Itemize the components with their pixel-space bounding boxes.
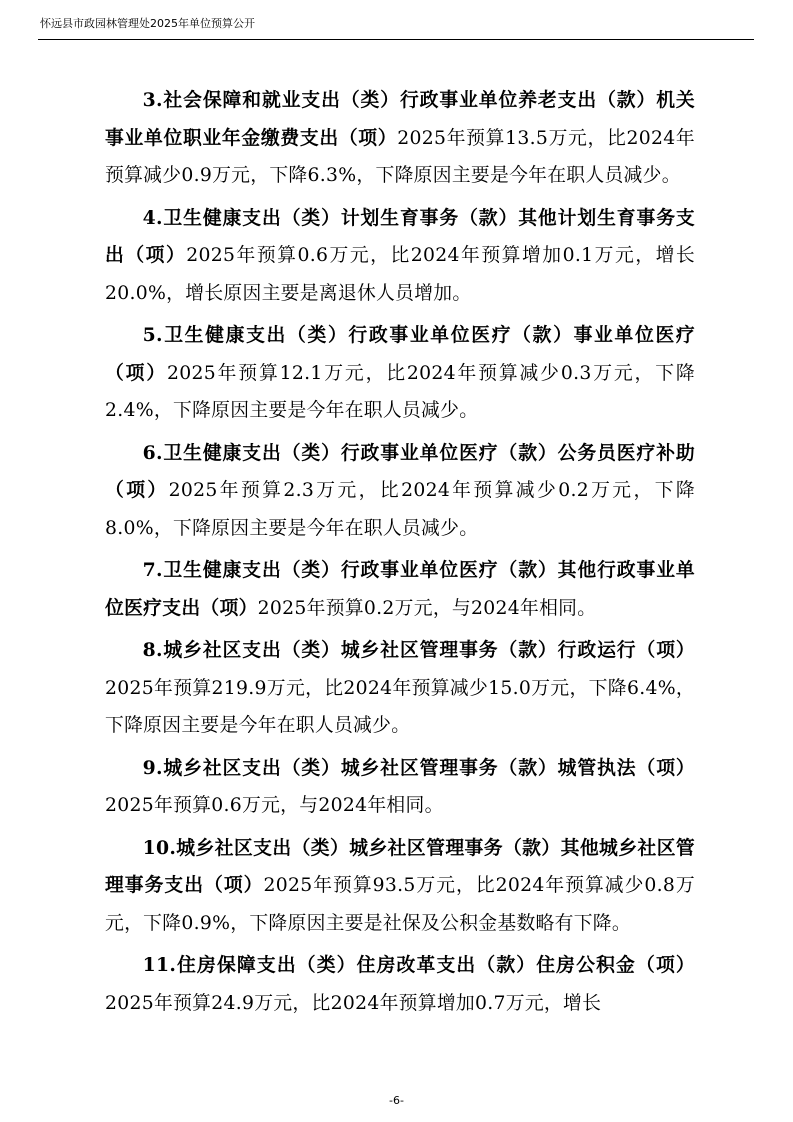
document-body — [105, 82, 695, 1027]
paragraph-item-3 — [105, 82, 695, 195]
page-number: -6- — [389, 1094, 404, 1107]
item-text: 2025年预算93.5万元，比2024年预算减少0.8万元，下降0.9%，下降原因主要是社保及公积金基数略有下降。 — [105, 875, 695, 934]
item-heading: 11.住房保障支出（类）住房改革支出（款）住房公积金（项） — [142, 954, 695, 976]
paragraph-item-5 — [105, 317, 695, 430]
item-text: 2025年预算219.9万元，比2024年预算减少15.0万元，下降6.4%，下降原因主要是今年在职人员减少。 — [105, 677, 695, 736]
item-heading: 7.卫生健康支出（类）行政事业单位医疗（款）其他行政事业单位医疗支出（项） — [105, 559, 695, 619]
item-heading: 3.社会保障和就业支出（类）行政事业单位养老支出（款）机关事业单位职业年金缴费支出（项） — [105, 89, 695, 149]
item-heading: 5.卫生健康支出（类）行政事业单位医疗（款）事业单位医疗（项） — [105, 324, 695, 384]
item-text: 2025年预算2.3万元，比2024年预算减少0.2万元，下降8.0%，下降原因主要是今年在职人员减少。 — [105, 480, 695, 539]
item-text: 2025年预算24.9万元，比2024年预算增加0.7万元，增长 — [105, 992, 602, 1014]
item-text: 2025年预算13.5万元，比2024年预算减少0.9万元，下降6.3%，下降原因主要是今年在职人员减少。 — [105, 127, 696, 186]
paragraph-item-9 — [105, 750, 695, 825]
item-text: 2025年预算0.2万元，与2024年相同。 — [257, 597, 597, 619]
item-text: 2025年预算12.1万元，比2024年预算减少0.3万元，下降2.4%，下降原因主要是今年在职人员减少。 — [105, 362, 695, 421]
paragraph-item-7 — [105, 552, 695, 627]
item-heading: 10.城乡社区支出（类）城乡社区管理事务（款）其他城乡社区管理事务支出（项） — [105, 836, 695, 896]
paragraph-item-4 — [105, 200, 695, 313]
item-heading: 9.城乡社区支出（类）城乡社区管理事务（款）城管执法（项） — [142, 756, 695, 779]
paragraph-item-11 — [105, 947, 695, 1022]
item-heading: 6.卫生健康支出（类）行政事业单位医疗（款）公务员医疗补助（项） — [105, 441, 695, 501]
paragraph-item-8 — [105, 632, 695, 745]
item-text: 2025年预算0.6万元，比2024年预算增加0.1万元，增长20.0%，增长原因主要是离退休人员增加。 — [105, 245, 695, 304]
item-text: 2025年预算0.6万元，与2024年相同。 — [105, 795, 444, 816]
paragraph-item-10 — [105, 830, 695, 943]
paragraph-item-6 — [105, 435, 695, 548]
page-header: 怀远县市政园林管理处2025年单位预算公开 — [40, 17, 255, 30]
header-divider — [38, 39, 754, 40]
item-heading: 4.卫生健康支出（类）计划生育事务（款）其他计划生育事务支出（项） — [105, 206, 695, 266]
item-heading: 8.城乡社区支出（类）城乡社区管理事务（款）行政运行（项） — [142, 639, 695, 661]
